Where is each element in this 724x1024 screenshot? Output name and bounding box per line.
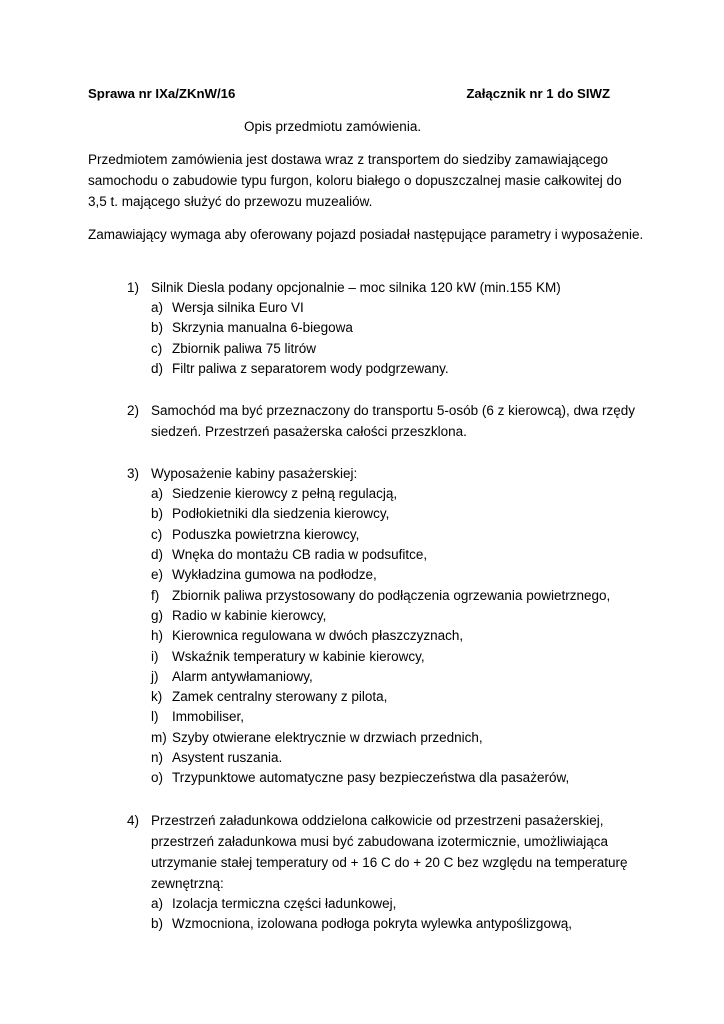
item-text: Kierownica regulowana w dwóch płaszczyznach, bbox=[172, 628, 464, 644]
list-item bbox=[0, 768, 724, 788]
list-item bbox=[0, 667, 724, 687]
item-text: Radio w kabinie kierowcy, bbox=[172, 607, 327, 623]
item-text: Izolacja termiczna części ładunkowej, bbox=[172, 895, 397, 911]
intro-line: Przedmiotem zamówienia jest dostawa wraz z transportem do siedziby zamawiającego bbox=[88, 152, 608, 167]
item-text: Filtr paliwa z separatorem wody podgrzewany. bbox=[172, 360, 449, 376]
item-text: Trzypunktowe automatyczne pasy bezpieczeństwa dla pasażerów, bbox=[172, 770, 570, 786]
item-letter: a) bbox=[151, 895, 164, 911]
list-item bbox=[0, 687, 724, 707]
list-item bbox=[0, 565, 724, 585]
list-item bbox=[0, 484, 724, 504]
list-item bbox=[0, 545, 724, 565]
item-letter: d) bbox=[151, 360, 164, 376]
item-text: Skrzynia manualna 6-biegowa bbox=[172, 320, 353, 336]
list-item bbox=[0, 318, 724, 338]
item-letter: b) bbox=[151, 915, 164, 931]
item-letter: n) bbox=[151, 750, 164, 766]
list-item bbox=[0, 298, 724, 318]
section-text: siedzeń. Przestrzeń pasażerska całości przeszklona. bbox=[151, 424, 467, 440]
list-section bbox=[0, 277, 724, 379]
list-item bbox=[0, 894, 724, 914]
annex-label: Załącznik nr 1 do SIWZ bbox=[466, 86, 610, 101]
list-section bbox=[0, 400, 724, 442]
item-letter: m) bbox=[151, 729, 167, 745]
item-text: Immobiliser, bbox=[172, 709, 245, 725]
item-letter: k) bbox=[151, 689, 163, 705]
item-text: Wskaźnik temperatury w kabinie kierowcy, bbox=[172, 648, 425, 664]
section-line bbox=[0, 421, 724, 442]
list-item bbox=[0, 525, 724, 545]
list-item bbox=[0, 748, 724, 768]
item-text: Wzmocniona, izolowana podłoga pokryta wylewka antypoślizgową, bbox=[172, 915, 572, 931]
item-letter: b) bbox=[151, 506, 164, 522]
section-line bbox=[0, 810, 724, 831]
section-text: Wyposażenie kabiny pasażerskiej: bbox=[151, 466, 358, 482]
section-number: 2) bbox=[127, 403, 140, 419]
list-item bbox=[0, 707, 724, 727]
item-text: Podłokietniki dla siedzenia kierowcy, bbox=[172, 506, 390, 522]
section-line bbox=[0, 400, 724, 421]
item-letter: a) bbox=[151, 300, 164, 315]
item-text: Asystent ruszania. bbox=[172, 750, 283, 766]
section-line bbox=[0, 277, 724, 298]
item-letter: a) bbox=[151, 486, 164, 502]
item-letter: o) bbox=[151, 770, 164, 786]
list-item bbox=[0, 359, 724, 379]
item-letter: c) bbox=[151, 340, 163, 356]
document-header bbox=[88, 86, 610, 106]
intro-line: samochodu o zabudowie typu furgon, koloru białego o dopuszczalnej masie całkowitej do bbox=[88, 173, 622, 188]
item-letter: g) bbox=[151, 607, 164, 623]
numbered-list bbox=[0, 277, 724, 955]
list-item bbox=[0, 504, 724, 524]
list-item bbox=[0, 626, 724, 646]
section-number: 1) bbox=[127, 280, 140, 295]
section-text: utrzymanie stałej temperatury od + 16 C do + 20 C bez względu na temperaturę bbox=[151, 854, 628, 870]
item-letter: d) bbox=[151, 547, 164, 563]
item-text: Szyby otwierane elektrycznie w drzwiach przednich, bbox=[172, 729, 483, 745]
section-line bbox=[0, 463, 724, 484]
item-letter: j) bbox=[151, 668, 159, 684]
item-text: Wykładzina gumowa na podłodze, bbox=[172, 567, 377, 583]
item-letter: b) bbox=[151, 320, 164, 336]
section-text: Przestrzeń załadunkowa oddzielona całkowicie od przestrzeni pasażerskiej, bbox=[151, 812, 604, 828]
list-section bbox=[0, 810, 724, 935]
section-number: 4) bbox=[127, 812, 140, 828]
list-item bbox=[0, 606, 724, 626]
requirement-paragraph: Zamawiający wymaga aby oferowany pojazd posiadał następujące parametry i wyposażenie. bbox=[88, 227, 644, 242]
item-letter: c) bbox=[151, 526, 163, 542]
section-line bbox=[0, 873, 724, 894]
item-text: Siedzenie kierowcy z pełną regulacją, bbox=[172, 486, 398, 502]
document-title: Opis przedmiotu zamówienia. bbox=[244, 119, 422, 134]
section-line bbox=[0, 852, 724, 873]
item-text: Alarm antywłamaniowy, bbox=[172, 668, 313, 684]
item-letter: l) bbox=[151, 709, 159, 725]
item-text: Zbiornik paliwa 75 litrów bbox=[172, 340, 317, 356]
item-letter: i) bbox=[151, 648, 159, 664]
list-item bbox=[0, 728, 724, 748]
list-item bbox=[0, 914, 724, 934]
list-section bbox=[0, 463, 724, 788]
section-text: zewnętrzną: bbox=[151, 875, 224, 891]
item-text: Zamek centralny sterowany z pilota, bbox=[172, 689, 388, 705]
item-text: Wersja silnika Euro VI bbox=[172, 300, 304, 315]
section-line bbox=[0, 831, 724, 852]
item-letter: f) bbox=[151, 587, 160, 603]
case-reference: Sprawa nr IXa/ZKnW/16 bbox=[88, 86, 236, 101]
section-text: Samochód ma być przeznaczony do transportu 5-osób (6 z kierowcą), dwa rzędy bbox=[151, 403, 635, 419]
section-text: przestrzeń załadunkowa musi być zabudowana izotermicznie, umożliwiająca bbox=[151, 833, 608, 849]
section-number: 3) bbox=[127, 466, 140, 482]
item-text: Zbiornik paliwa przystosowany do podłączenia ogrzewania powietrznego, bbox=[172, 587, 611, 603]
intro-paragraph bbox=[88, 149, 648, 212]
list-item bbox=[0, 647, 724, 667]
section-text: Silnik Diesla podany opcjonalnie – moc silnika 120 kW (min.155 KM) bbox=[151, 280, 561, 295]
item-text: Poduszka powietrzna kierowcy, bbox=[172, 526, 360, 542]
list-item bbox=[0, 586, 724, 606]
item-letter: e) bbox=[151, 567, 164, 583]
item-letter: h) bbox=[151, 628, 164, 644]
intro-line: 3,5 t. mającego służyć do przewozu muzealiów. bbox=[88, 194, 373, 209]
item-text: Wnęka do montażu CB radia w podsufitce, bbox=[172, 547, 428, 563]
list-item bbox=[0, 339, 724, 359]
